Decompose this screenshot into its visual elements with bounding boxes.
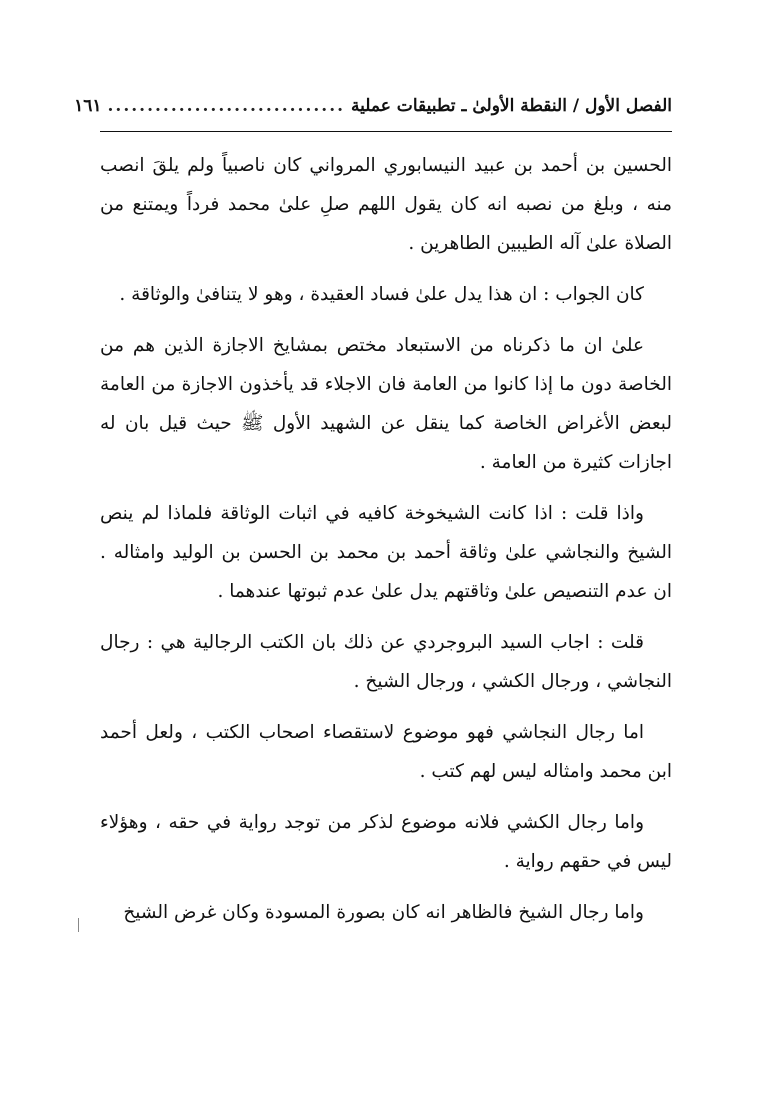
paragraph: كان الجواب : ان هذا يدل علىٰ فساد العقيدة ، وهو لا يتنافىٰ والوثاقة . [119,284,644,305]
header-rule [100,131,672,132]
paragraph: اما رجال النجاشي فهو موضوع لاستقصاء اصحاب الكتب ، ولعل أحمد ابن محمد وامثاله ليس لهم كتب . [100,722,672,782]
paragraph: واما رجال الشيخ فالظاهر انه كان بصورة المسودة وكان غرض الشيخ [123,902,644,923]
leader-dots: .............................. [107,96,346,116]
page-number: ١٦١ [74,96,102,116]
body-text [100,146,672,944]
chapter-title: الفصل الأول / النقطة الأولىٰ ـ تطبيقات عملية [351,96,672,116]
paragraph: علىٰ ان ما ذكرناه من الاستبعاد مختص بمشايخ الاجازة الذين هم من الخاصة دون ما إذا كانوا من العامة فان الاجلاء قد يأخذون الاجازة من العامة لبعض الأغراض الخاصة كما ينقل عن الشهيد الأول ﷺ حيث قيل بان له اجازات كثيرة من العامة . [100,335,672,473]
scan-edge-mark [78,918,79,932]
paragraph: واما رجال الكشي فلانه موضوع لذكر من توجد رواية في حقه ، وهؤلاء ليس في حقهم رواية . [100,812,672,872]
paragraph: واذا قلت : اذا كانت الشيخوخة كافيه في اثبات الوثاقة فلماذا لم ينص الشيخ والنجاشي علىٰ وثاقة أحمد بن محمد بن الحسن بن الوليد وامثاله . ان عدم التنصيص علىٰ وثاقتهم يدل علىٰ عدم ثبوتها عندهما . [100,503,672,602]
paragraph: الحسين بن أحمد بن عبيد النيسابوري المرواني كان ناصبياً ولم يلقَ انصب منه ، وبلغ من نصبه انه كان يقول اللهم صلِ علىٰ محمد فرداً ويمتنع من الصلاة علىٰ آله الطيبين الطاهرين . [100,155,672,254]
paragraph: قلت : اجاب السيد البروجردي عن ذلك بان الكتب الرجالية هي : رجال النجاشي ، ورجال الكشي ، ورجال الشيخ . [100,632,672,692]
running-head [74,96,672,126]
